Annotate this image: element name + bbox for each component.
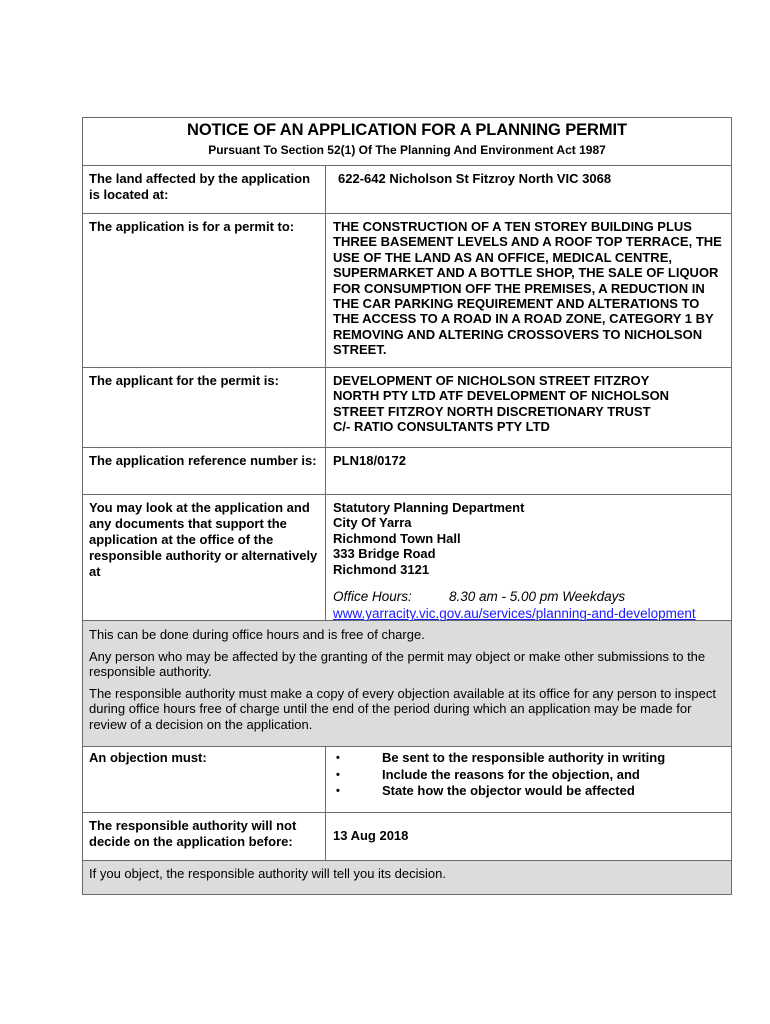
decision-date: 13 Aug 2018 [333,828,409,843]
permit-value: THE CONSTRUCTION OF A TEN STOREY BUILDING PLUS THREE BASEMENT LEVELS AND A ROOF TOP TERRACE, THE USE OF THE LAND AS AN OFFICE, MEDICAL CENTRE, SUPERMARKET AND A BOTTLE SHOP, THE SALE OF LIQUOR FOR CONSUMPTION OFF THE PREMISES, A REDUCTION IN THE CAR PARKING REQUIREMENT AND ALTERATIONS TO THE ACCESS TO A ROAD IN A ROAD ZONE, CATEGORY 1 BY REMOVING AND ALTERING CROSSOVERS TO NICHOLSON STREET. [333,219,722,358]
address-line: City Of Yarra [333,515,412,531]
office-hours [333,589,725,604]
applicant-line: DEVELOPMENT OF NICHOLSON STREET FITZROY [333,373,650,388]
list-item: • Be sent to the responsible authority in writing [333,750,725,767]
applicant-value [326,368,731,447]
inspect-row [83,495,731,621]
inspect-value [326,495,731,620]
inspect-label: You may look at the application and any documents that support the application at the office of the responsible authority or alternatively at [83,495,326,620]
land-value: 622-642 Nicholson St Fitzroy North VIC 3068 [338,171,612,186]
info-paragraph: The responsible authority must make a copy of every objection available at its office for any person to inspect during office hours free of charge until the end of the period during which an application may be made for review of a decision on the application. [89,685,716,732]
planning-link[interactable]: www.yarracity.vic.gov.au/services/planning-and-development [333,606,696,622]
info-paragraph: Any person who may be affected by the granting of the permit may object or make other submissions to the responsible authority. [89,648,706,679]
info-row [83,621,731,747]
objection-row [83,747,731,813]
bullet-icon: • [336,768,340,781]
decision-row [83,813,731,861]
applicant-label: The applicant for the permit is: [83,368,326,447]
list-item: • State how the objector would be affected [333,783,725,800]
reference-label: The application reference number is: [83,448,326,494]
applicant-row [83,368,731,448]
objection-value [326,747,731,812]
list-item: • Include the reasons for the objection, and [333,767,725,784]
permit-row [83,214,731,368]
footer-row [83,861,731,894]
office-hours-label: Office Hours: [333,589,412,605]
applicant-line: NORTH PTY LTD ATF DEVELOPMENT OF NICHOLSON [333,388,670,404]
notice-title: NOTICE OF AN APPLICATION FOR A PLANNING PERMIT [187,121,627,139]
land-label: The land affected by the application is located at: [83,166,326,213]
address-line: 333 Bridge Road [333,546,436,562]
office-hours-value: 8.30 am - 5.00 pm Weekdays [449,589,626,605]
info-paragraph: This can be done during office hours and is free of charge. [89,627,425,642]
reference-row [83,448,731,495]
notice-form [82,117,732,895]
bullet-icon: • [336,752,340,764]
permit-label: The application is for a permit to: [83,214,326,367]
bullet-icon: • [336,785,340,797]
address-line: Statutory Planning Department [333,500,525,515]
notice-header [83,118,731,166]
reference-value: PLN18/0172 [333,453,406,468]
applicant-line: STREET FITZROY NORTH DISCRETIONARY TRUST [333,403,651,419]
address-line: Richmond Town Hall [333,530,461,546]
land-row [83,166,731,214]
notice-subtitle: Pursuant To Section 52(1) Of The Planning And Environment Act 1987 [208,143,606,157]
decision-label: The responsible authority will not decide on the application before: [83,813,326,860]
info-panel [83,621,731,746]
objection-list [333,750,725,800]
address-line: Richmond 3121 [333,561,430,577]
footer-note: If you object, the responsible authority will tell you its decision. [83,861,731,894]
applicant-line: C/- RATIO CONSULTANTS PTY LTD [333,419,550,435]
objection-label: An objection must: [83,747,326,812]
